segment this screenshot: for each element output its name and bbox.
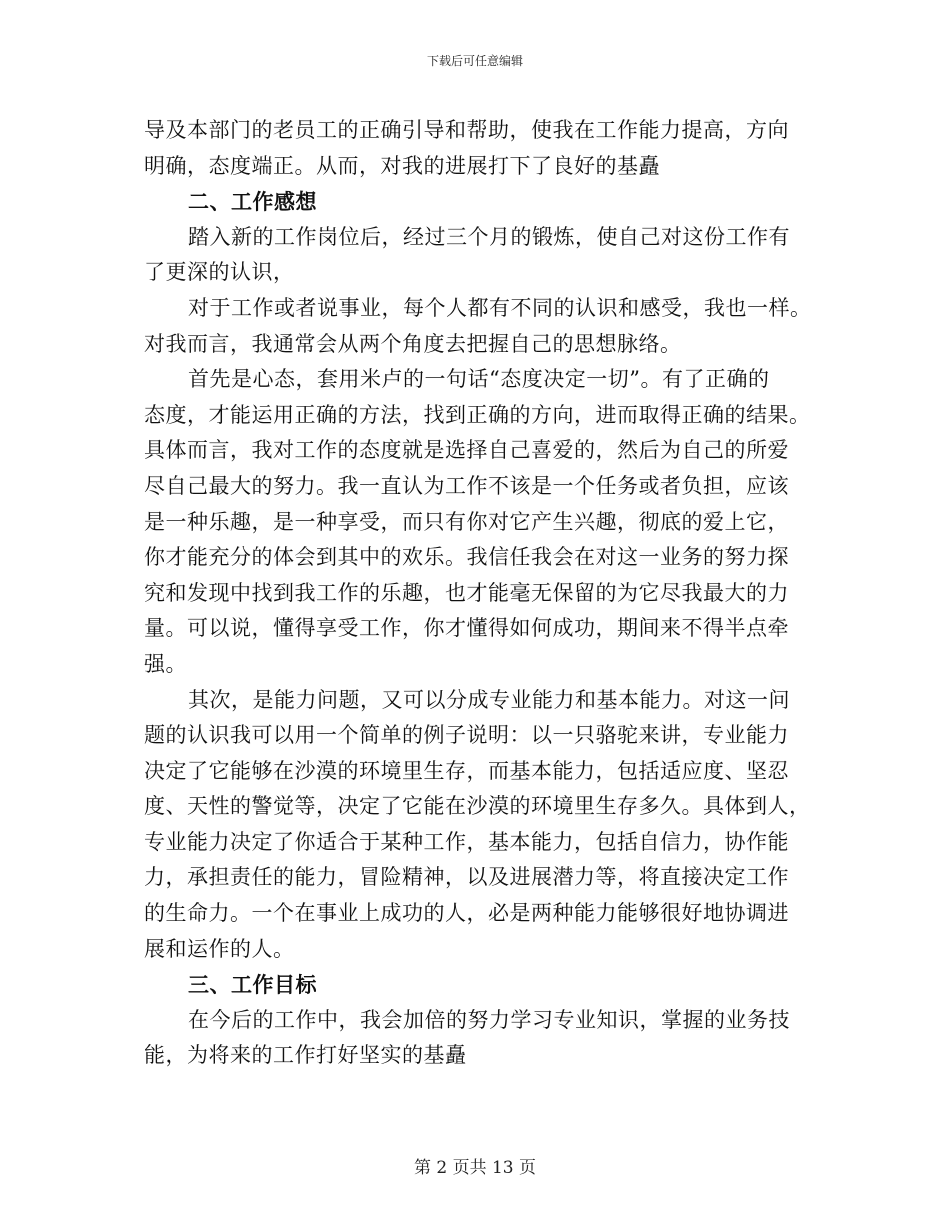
text-line: 究和发现中找到我工作的乐趣，也才能毫无保留的为它尽我最大的力 xyxy=(144,580,789,605)
text-line: 明确，态度端正。从而，对我的进展打下了良好的基矗 xyxy=(144,153,660,178)
page-number-footer: 第 2 页共 13 页 xyxy=(413,1158,537,1178)
text-line: 题的认识我可以用一个简单的例子说明：以一只骆驼来讲，专业能力 xyxy=(144,723,789,748)
text-line: 导及本部门的老员工的正确引导和帮助，使我在工作能力提高，方向 xyxy=(144,118,789,142)
text-line: 强。 xyxy=(144,651,187,676)
text-line: 尽自己最大的努力。我一直认为工作不该是一个任务或者负担，应该 xyxy=(144,473,789,498)
text-line: 你才能充分的体会到其中的欢乐。我信任我会在对这一业务的努力探 xyxy=(144,545,789,570)
text-line: 决定了它能够在沙漠的环境里生存，而基本能力，包括适应度、坚忍 xyxy=(144,758,789,783)
text-line: 首先是心态，套用米卢的一句话“态度决定一切”。有了正确的 xyxy=(188,367,770,392)
text-line: 是一种乐趣，是一种享受，而只有你对它产生兴趣，彻底的爱上它， xyxy=(144,509,789,534)
text-line: 态度，才能运用正确的方法，找到正确的方向，进而取得正确的结果。 xyxy=(144,402,811,427)
section-heading: 二、工作感想 xyxy=(188,189,317,215)
text-line: 了更深的认识， xyxy=(144,260,295,285)
text-line: 的生命力。一个在事业上成功的人，必是两种能力能够很好地协调进 xyxy=(144,901,789,926)
text-line: 展和运作的人。 xyxy=(144,936,295,961)
text-line: 量。可以说，懂得享受工作，你才懂得如何成功，期间来不得半点牵 xyxy=(144,616,789,641)
text-line: 踏入新的工作岗位后，经过三个月的锻炼，使自己对这份工作有 xyxy=(188,224,790,249)
section-heading: 三、工作目标 xyxy=(188,972,317,998)
text-line: 其次，是能力问题，又可以分成专业能力和基本能力。对这一问 xyxy=(188,687,790,712)
text-line: 对于工作或者说事业，每个人都有不同的认识和感受，我也一样。 xyxy=(188,295,812,320)
text-line: 在今后的工作中，我会加倍的努力学习专业知识，掌握的业务技 xyxy=(188,1007,790,1032)
page-header: 下载后可任意编辑 xyxy=(426,54,523,68)
text-line: 度、天性的警觉等，决定了它能在沙漠的环境里生存多久。具体到人， xyxy=(144,794,811,819)
text-line: 能，为将来的工作打好坚实的基矗 xyxy=(144,1043,467,1068)
text-line: 具体而言，我对工作的态度就是选择自己喜爱的，然后为自己的所爱 xyxy=(144,438,789,463)
document-body xyxy=(144,113,816,1074)
text-line: 力，承担责任的能力，冒险精神，以及进展潜力等，将直接决定工作 xyxy=(144,865,789,890)
text-line: 对我而言，我通常会从两个角度去把握自己的思想脉络。 xyxy=(144,331,682,356)
text-line: 专业能力决定了你适合于某种工作，基本能力，包括自信力，协作能 xyxy=(144,829,789,854)
